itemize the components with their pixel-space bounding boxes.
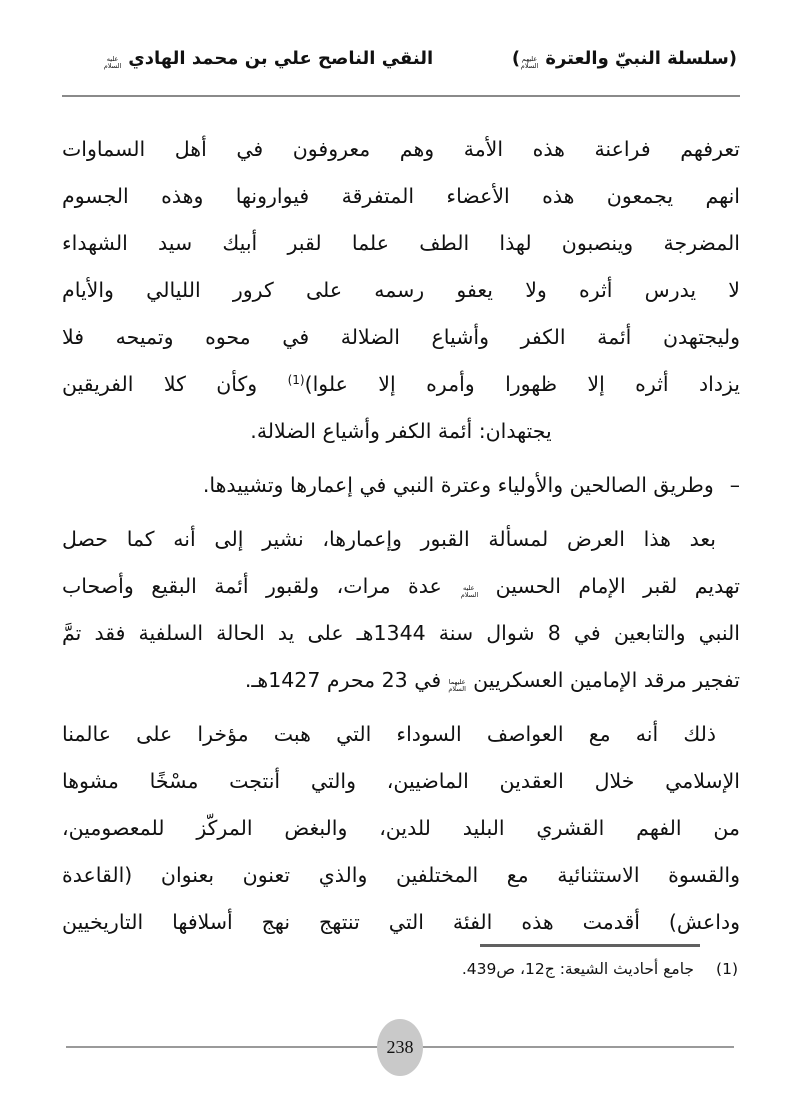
text-line [62,173,740,220]
text-line [62,408,740,455]
footnote-text: جامع أحاديث الشيعة: ج12، ص439. [461,960,694,978]
honorific-seal: عليهما السلام [448,677,466,693]
header-divider [62,95,740,97]
text-run: بعد هذا العرض لمسألة القبور وإعمارها، نشير إلى أنه كما حصل [62,527,716,551]
text-run: وداعش) أقدمت هذه الفئة التي تنتهج نهج أسلافها التاريخيين [62,910,740,934]
paragraph [62,516,740,704]
text-line [62,610,740,657]
series-title [512,48,737,70]
text-line [62,126,740,173]
body-text [62,126,740,946]
text-run: ذلك أنه مع العواصف السوداء التي هبت مؤخرا على عالمنا [62,722,716,746]
bullet-item [62,462,740,509]
text-run: في 23 محرم 1427هـ. [244,668,448,692]
text-run: يجتهدان: أئمة الكفر وأشياع الضلالة. [250,419,552,443]
paragraph [62,126,740,455]
text-line [62,852,740,899]
text-line [62,462,740,509]
text-line [62,899,740,946]
text-run: الإسلامي خلال العقدين الماضيين، والتي أنتجت مسْخًا مشوها [62,769,740,793]
text-run: وطريق الصالحين والأولياء وعترة النبي في إعمارها وتشييدها. [202,473,714,497]
text-line [62,711,740,758]
series-title-close: ) [511,48,521,69]
text-run: والقسوة الاستثنائية مع المختلفين والذي تعنون بعنوان (القاعدة [62,863,740,887]
text-run: تفجير مرقد الإمامين العسكريين [466,668,740,692]
text-run: وكأن كلا الفريقين [62,372,288,396]
footnote-number: (1) [716,960,738,978]
series-title-text: (سلسلة النبيّ والعترة [545,48,737,69]
text-line [62,267,740,314]
page-number-badge [377,1019,423,1076]
text-line [62,314,740,361]
text-run: يزداد أثره إلا ظهورا وأمره إلا علوا) [304,372,740,396]
text-run: تعرفهم فراعنة هذه الأمة وهم معروفون في أهل السماوات [62,137,740,161]
footnote-divider [480,944,700,947]
text-line [62,361,740,408]
bullet-dash-icon: – [729,473,740,497]
honorific-seal: عليهم السلام [520,54,539,70]
text-line [62,563,740,610]
book-title-text: النقي الناصح علي بن محمد الهادي [128,48,434,69]
text-run: عدة مرات، ولقبور أئمة البقيع وأصحاب [62,574,460,598]
text-run: وليجتهدن أئمة الكفر وأشياع الضلالة في محوه وتميحه فلا [62,325,740,349]
text-line [62,516,740,563]
text-run: انهم يجمعون هذه الأعضاء المتفرقة فيوارونها وهذه الجسوم [62,184,740,208]
text-run: المضرجة وينصبون لهذا الطف علما لقبر أبيك سيد الشهداء [62,231,740,255]
page-header [103,48,737,70]
text-run: النبي والتابعين في 8 شوال سنة 1344هـ على يد الحالة السلفية فقد تمَّ [62,621,740,645]
text-line [62,220,740,267]
text-line [62,758,740,805]
honorific-seal: عليه السلام [460,583,479,599]
text-line [62,657,740,704]
footnote-ref: (1) [287,373,305,387]
text-run: لا يدرس أثره ولا يعفو رسمه على كرور الليالي والأيام [62,278,740,302]
book-title [103,48,433,70]
footnote [62,954,738,984]
honorific-seal: عليه السلام [103,54,122,70]
text-run: تهديم لقبر الإمام الحسين [478,574,740,598]
text-run: من الفهم القشري البليد للدين، والبغض المركّز للمعصومين، [62,816,740,840]
paragraph [62,711,740,946]
text-line [62,805,740,852]
page-number: 238 [386,1037,414,1057]
